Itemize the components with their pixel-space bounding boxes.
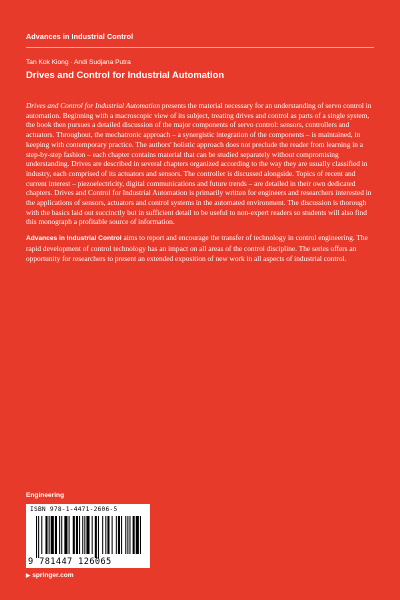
barcode-bar <box>133 516 135 554</box>
barcode-bar <box>73 516 75 554</box>
barcode-bar <box>45 516 47 554</box>
book-title: Drives and Control for Industrial Automation <box>26 69 225 80</box>
barcode-bar <box>112 516 113 554</box>
barcode-bar <box>41 516 42 554</box>
barcode-digits: 9 781447 126065 <box>28 557 112 567</box>
barcode-bar <box>102 516 103 554</box>
barcode-bar <box>127 516 128 554</box>
description-paragraph-2 <box>26 233 376 263</box>
barcode-bar <box>82 516 83 554</box>
barcode-bar <box>55 516 57 554</box>
barcode-bar <box>118 516 120 554</box>
barcode-bar <box>98 516 99 558</box>
header-rule <box>26 47 374 48</box>
arrow-right-icon: ▶ <box>26 573 31 579</box>
subject-category: Engineering <box>26 492 65 499</box>
barcode <box>26 504 150 568</box>
description-p2-text: aims to report and encourage the transfer of technology in control engineering. The rapid development of control technology has an impact on all areas of the control discipline. The series offers an opportunity for researchers to present an extended exposition of new work in all aspects of industrial control. <box>26 233 368 263</box>
barcode-bars <box>36 516 142 558</box>
barcode-bar <box>64 516 67 554</box>
barcode-bar <box>76 516 78 554</box>
barcode-bar <box>129 516 130 554</box>
description-paragraph-1 <box>26 101 376 227</box>
barcode-bar <box>49 516 50 554</box>
isbn-label: ISBN 978-1-4471-2606-5 <box>30 506 118 513</box>
barcode-bar <box>36 516 37 558</box>
barcode-bar <box>51 516 54 554</box>
authors: Tan Kok Kiong · Andi Sudjana Putra <box>26 59 131 66</box>
barcode-bar <box>107 516 109 554</box>
barcode-bar <box>86 516 89 554</box>
description-series-name: Advances in Industrial Control <box>26 235 122 243</box>
barcode-bar <box>92 516 93 554</box>
description-block <box>26 101 376 263</box>
barcode-bar <box>125 516 126 554</box>
series-title: Advances in Industrial Control <box>26 32 134 41</box>
website-text: springer.com <box>32 572 74 579</box>
barcode-bar <box>59 516 60 554</box>
description-p1-text: presents the material necessary for an understanding of servo control in automation. Beginning with a macroscopic view of its subject, treating drives and control as parts of a single system, the book then pursues a detailed discussion of the major components of servo control: sensors, controllers and actuators. Throughout, the mechatronic approach – a synergistic integration of the components – is maintained, in keeping with contemporary practice. The authors' holistic approach does not preclude the reader from learning in a step-by-step fashion – each chapter contains material that can be studied separately without compromising understanding. Drives are described in several chapters organized according to the way they are usually classified in industry, each comprised of its actuators and sensors. The controller is discussed alongside. Topics of recent and current interest – piezoelectricity, digital communications and future trends – are detailed in their own dedicated chapters. Drives and Control for Industrial Automation is primarily written for engineers and researchers interested in the applications of sensors, actuators and control systems in the automated environment. The discussion is thorough with the basics laid out succinctly but in sufficient detail to be useful to non-expert readers so students will also find this monograph a profitable source of information. <box>26 101 372 227</box>
publisher-website <box>26 572 226 579</box>
barcode-bar <box>105 516 106 554</box>
barcode-bar <box>140 516 141 554</box>
barcode-bar <box>136 516 139 554</box>
barcode-bar <box>95 516 97 558</box>
barcode-bar <box>38 516 39 558</box>
barcode-bar <box>61 516 62 554</box>
description-italic-title: Drives and Control for Industrial Automation <box>26 101 161 110</box>
barcode-bar <box>79 516 80 554</box>
barcode-bar <box>121 516 122 554</box>
barcode-bar <box>116 516 117 554</box>
barcode-bar <box>84 516 85 554</box>
barcode-bar <box>69 516 70 554</box>
